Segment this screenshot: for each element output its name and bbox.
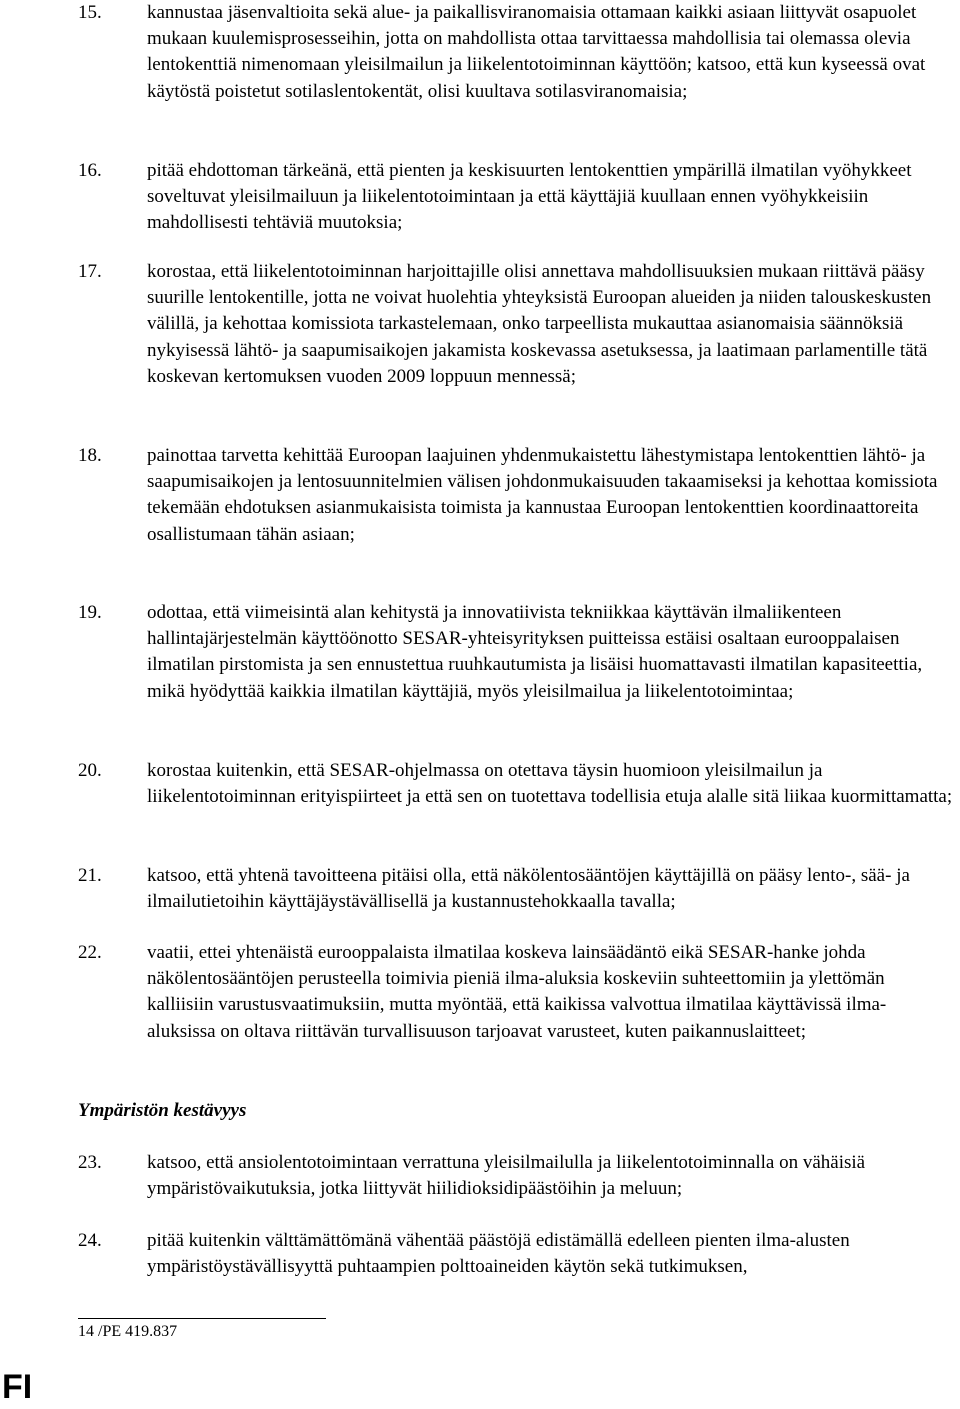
paragraph-number: 22. bbox=[78, 942, 102, 963]
paragraph-text: korostaa, että liikelentotoiminnan harjoittajille olisi annettava mahdollisuuksien mukaan riittävä pääsy suurille lentokentille, jotta ne voivat huolehtia yhteyksistä Euroopan alueiden ja niiden talouskeskusten välillä, ja kehottaa komissiota tarkastelemaan, onko tarpeellista mukauttaa asianomaisia säännöksiä nykyisessä lähtö- ja saapumisaikojen jakamista koskevassa asetuksessa, ja laatimaan parlamentille tätä koskevan kertomuksen vuoden 2009 loppuun mennessä; bbox=[147, 261, 932, 387]
paragraph-text: korostaa kuitenkin, että SESAR-ohjelmassa on otettava täysin huomioon yleisilmailun ja liikelentotoiminnan erityispiirteet ja että sen on tuotettava todellisia etuja alalle sitä liikaa kuormittamatta; bbox=[147, 760, 953, 808]
paragraph-text: vaatii, ettei yhtenäistä eurooppalaista ilmatilaa koskeva lainsäädäntö eikä SESAR-hanke johda näkölentosääntöjen perusteella toimivia pieniä ilma-aluksia koskeviin suhteettomiin ja ylettömän kalliisiin varustusvaatimuksiin, mutta myöntää, että kaikissa valvottua ilmatilaa käyttävissä ilma-aluksissa on oltava riittävän turvallisuuson tarjoavat varusteet, kuten paikannuslaitteet; bbox=[147, 942, 887, 1042]
paragraph-17 bbox=[78, 259, 958, 390]
paragraph-21 bbox=[78, 863, 958, 915]
paragraph-text: kannustaa jäsenvaltioita sekä alue- ja paikallisviranomaisia ottamaan kaikki asiaan liittyvät osapuolet mukaan kuulemisprosesseihin, jotta on mahdollista ottaa tarvittaessa mahdollisia tai olemassa olevia lentokenttiä nimenomaan yleisilmailun ja liikelentotoiminnan käyttöön; katsoo, että kun kyseessä ovat käytöstä poistetut sotilaslentokentät, olisi kuultava sotilasviranomaisia; bbox=[147, 2, 926, 102]
page-reference: 14 /PE 419.837 bbox=[78, 1323, 178, 1340]
paragraph-22 bbox=[78, 940, 958, 1045]
paragraph-number: 17. bbox=[78, 261, 102, 282]
paragraph-number: 20. bbox=[78, 760, 102, 781]
paragraph-number: 15. bbox=[78, 2, 102, 23]
footer-divider bbox=[78, 1318, 326, 1319]
paragraph-23 bbox=[78, 1150, 958, 1202]
paragraph-text: katsoo, että yhtenä tavoitteena pitäisi olla, että näkölentosääntöjen käyttäjillä on pääsy lento-, sää- ja ilmailutietoihin käyttäjäystävällisellä ja kustannustehokkaalla tavalla; bbox=[147, 865, 910, 913]
paragraph-18 bbox=[78, 443, 958, 548]
paragraph-20 bbox=[78, 758, 958, 810]
paragraph-number: 16. bbox=[78, 160, 102, 181]
paragraph-number: 21. bbox=[78, 865, 102, 886]
section-heading: Ympäristön kestävyys bbox=[78, 1100, 247, 1121]
paragraph-number: 24. bbox=[78, 1230, 102, 1251]
paragraph-19 bbox=[78, 600, 958, 705]
paragraph-number: 23. bbox=[78, 1152, 102, 1173]
paragraph-15 bbox=[78, 0, 958, 105]
language-code: FI bbox=[2, 1368, 33, 1406]
paragraph-text: pitää ehdottoman tärkeänä, että pienten ja keskisuurten lentokenttien ympärillä ilmatilan vyöhykkeet soveltuvat yleisilmailuun ja liikelentotoimintaan ja että käyttäjiä kuullaan ennen vyöhykkeisiin mahdollisesti tehtäviä muutoksia; bbox=[147, 160, 912, 234]
paragraph-number: 18. bbox=[78, 445, 102, 466]
paragraph-number: 19. bbox=[78, 602, 102, 623]
paragraph-text: odottaa, että viimeisintä alan kehitystä ja innovatiivista tekniikkaa käyttävän ilmaliikenteen hallintajärjestelmän käyttöönotto SESAR-yhteisyrityksen puitteissa estäisi osaltaan eurooppalaisen ilmatilan pirstomista ja sen ennustettua ruuhkautumista ja lisäisi huomattavasti ilmatilan kapasiteettia, mikä hyödyttää kaikkia ilmatilan käyttäjiä, myös yleisilmailua ja liikelentotoimintaa; bbox=[147, 602, 923, 702]
paragraph-16 bbox=[78, 158, 958, 237]
paragraph-text: painottaa tarvetta kehittää Euroopan laajuinen yhdenmukaistettu lähestymistapa lentokenttien lähtö- ja saapumisaikojen ja lentosuunnitelmien välisen johdonmukaisuuden takaamiseksi ja kehottaa komissiota tekemään ehdotuksen asianmukaisista toimista ja kannustaa Euroopan lentokenttien koordinaattoreita osallistumaan tähän asiaan; bbox=[147, 445, 938, 545]
paragraph-24 bbox=[78, 1228, 958, 1280]
paragraph-text: katsoo, että ansiolentotoimintaan verrattuna yleisilmailulla ja liikelentotoiminnalla on vähäisiä ympäristövaikutuksia, jotka liittyvät hiilidioksidipäästöihin ja meluun; bbox=[147, 1152, 866, 1200]
paragraph-text: pitää kuitenkin välttämättömänä vähentää päästöjä edistämällä edelleen pienten ilma-alusten ympäristöystävällisyyttä puhtaampien polttoaineiden käytön sekä tutkimuksen, bbox=[147, 1230, 850, 1278]
